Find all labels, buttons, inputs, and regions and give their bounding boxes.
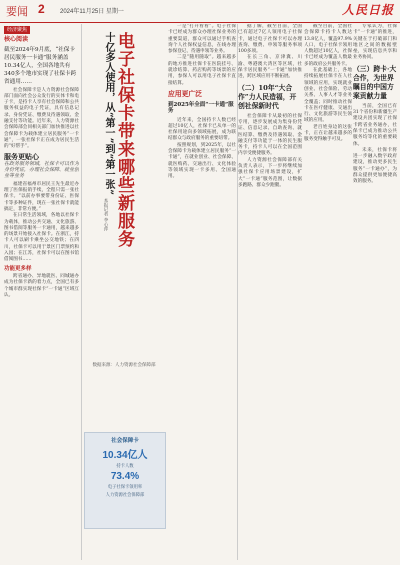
body-paragraph: 当前，全国已有31个省份和新疆生产建设兵团实现了社保卡跨省业务通办，社保卡已成为推动公共服务均等化的重要载体。 [353,103,397,147]
section-label: 要闻 [6,6,28,18]
info-caption: 电子社保卡领用率 [107,485,143,490]
core-reading-lead: 截至2024年9月底，“社保卡居民服务一卡通”服务涵盖10.34亿人，全国各地共有340多个地市实现了社保卡跨省通用…… [4,46,77,85]
body-paragraph: 老百姓身边的这张卡，正在让越来越多的服务变得触手可及。 [304,124,352,143]
column-divider [81,24,82,560]
issue-date: 2024年11月25日 星期一 [60,9,124,15]
body-paragraph: 据了解，截至目前，全国已有超过7亿人领用电子社保卡，通过电子社保卡可以办理查询、缴费、申领等服务事项100多项。 [238,24,302,55]
body-paragraph: 在此基础上，各地持续拓展社保卡在人社领域的应用，实现就业创业、社会保险、劳动关系、人事人才等业务全覆盖；同时推动社保卡在医疗健康、交通出行、文化旅游等民生领域的应用。 [304,68,352,124]
body-paragraph: 在长三角、京津冀、川渝、粤港澳大湾区等区域，社保卡居民服务“一卡通”加快推进，跨区域应用不断拓展。 [238,55,302,80]
article-column-4 [238,24,302,562]
info-title: 社会保障卡 [111,438,139,444]
subsection-title: 应用更广泛 [168,89,202,98]
subsection-title: 服务更贴心 [4,151,39,161]
subsection-label: 功能更多样 [4,265,32,272]
body-paragraph: 社会保障卡是人力资源社会保障部门面向社会公众发行的实体卡和电子卡，是持卡人享有社会保障和公共服务权益的电子凭证，具有信息记录、身份凭证、缴费及待遇领取、金融支付等功能。近年来，人力资源社会保障部会同相关部门加快推进以社会保障卡为载体建立居民服务“一卡通”，一张社保卡正在成为居民生活的“好帮手”。 [4,87,79,150]
body-paragraph: 一是“打开看看”。电子社保卡已经成为群众办理社保业务的重要渠道，群众可以通过手机查询个人社保权益信息，在线办理参保登记、待遇申领等业务。 [168,24,236,55]
info-source: 人力资源社会保障部 [105,493,145,498]
headline-block [84,26,164,356]
body-paragraph: 近年来，全国持卡人数已经超过10亿人，社保卡已从单一的社保用途向多领域拓展，成为联结群众与政府服务的重要纽带。 [168,117,236,142]
article-column-6 [353,24,397,562]
page-number: 2 [38,2,45,16]
topic-tag: 经济聚焦 [4,26,30,34]
article-column-5 [304,24,352,562]
byline: 本报记者 李心萍 [103,198,108,231]
main-headline: 电子社保卡带来哪些新服务 [114,32,134,248]
body-paragraph: 跨省通办、异地就医、同城通办成为社保卡新的着力点，全国已有多个城市群实现社保卡“一卡通”区域互认。 [4,273,79,298]
body-paragraph: 专家认为，社保卡“一卡通”的推进，关键在于打破部门和地区之间的数据壁垒，实现信息共享和业务协同。 [353,24,397,61]
body-paragraph: 截至目前，全国社会保障卡持卡人数达13.8亿人，覆盖97.9%人口，电子社保卡领用人数超过10亿人，社保卡已经成为覆盖人数最多的政府公共服务卡。 [304,24,352,67]
body-paragraph: 福建省福州市居民王先生最近办理了医保报销手续，全程只需一张社保卡。“以前办事要带身份证、医保卡等多种证件，现在一张社保卡就能搞定，非常方便。” [4,181,79,212]
core-reading-title: 核心阅读 [4,37,29,44]
article-column-3 [168,24,236,562]
subsection-subhead: 到2025年全面“一卡通”服务 [168,101,234,115]
info-number: 73.4% [110,471,140,482]
info-graphic-box [84,432,166,529]
page-header [0,0,400,23]
body-paragraph: 在日常生活领域，各地以社保卡为载体，推动公共交通、文化旅游、图书借阅等服务一卡通用，越来越多的场景开始接入社保卡。在浙江，持卡人可以刷卡乘坐公交地铁；在四川，社保卡可以用于景区门票预约和入园；在江苏，社保卡可以在图书馆借阅图书…… [4,213,79,263]
body-paragraph: 社会保障卡从最初的社保专用，逐步发展成为集身份凭证、信息记录、自助查询、就医结算、缴费及待遇领取、金融支付等功能于一体的民生服务卡，持卡人可以在全国范围内享受便捷服务。 [238,113,302,157]
newspaper-logo: 人民日报 [341,3,394,17]
subsection-title: （二）10年“大合作”力人民造福，开创社保新时代 [238,83,297,110]
body-paragraph: 人力资源社会保障部有关负责人表示，下一步将继续加强社保卡应用场景建设，扩大“一卡通”服务范围，让数据多跑路、群众少跑腿。 [238,157,302,188]
body-paragraph: 按照规划，到2025年，以社会保障卡为载体建立居民服务“一卡通”，在就业创业、社会保障、就医购药、交通出行、文化体验等领域实现一卡多用、全国通用。 [168,142,236,180]
info-caption: 持卡人数 [116,464,134,469]
data-credit: 数据来源：人力资源社会保障部 [92,363,156,368]
headline-kicker: 十亿多人使用，从“第一”到“第一张” [103,32,114,196]
body-paragraph: 二是“随用随取”。越来越多的地方推进社保卡在医院挂号、就诊结算、药店购药等场景的应用，参保人可以用电子社保卡直接结算。 [168,55,236,86]
sidebar-column [4,24,79,562]
info-number: 10.34亿人 [102,450,148,461]
body-paragraph: 未来，社保卡将进一步融入数字政府建设，推动更多民生服务“一卡通办”，为群众提供更加便捷高效的服务。 [353,147,397,185]
subsection-title: （三）跨卡·大合作，为世界瞩目的中国方案贡献力量 [353,64,397,100]
subsection-subhead: 在政务服务领域，社保卡可以作为身份凭证，办理社会保障、就业创业等业务 [4,160,79,180]
